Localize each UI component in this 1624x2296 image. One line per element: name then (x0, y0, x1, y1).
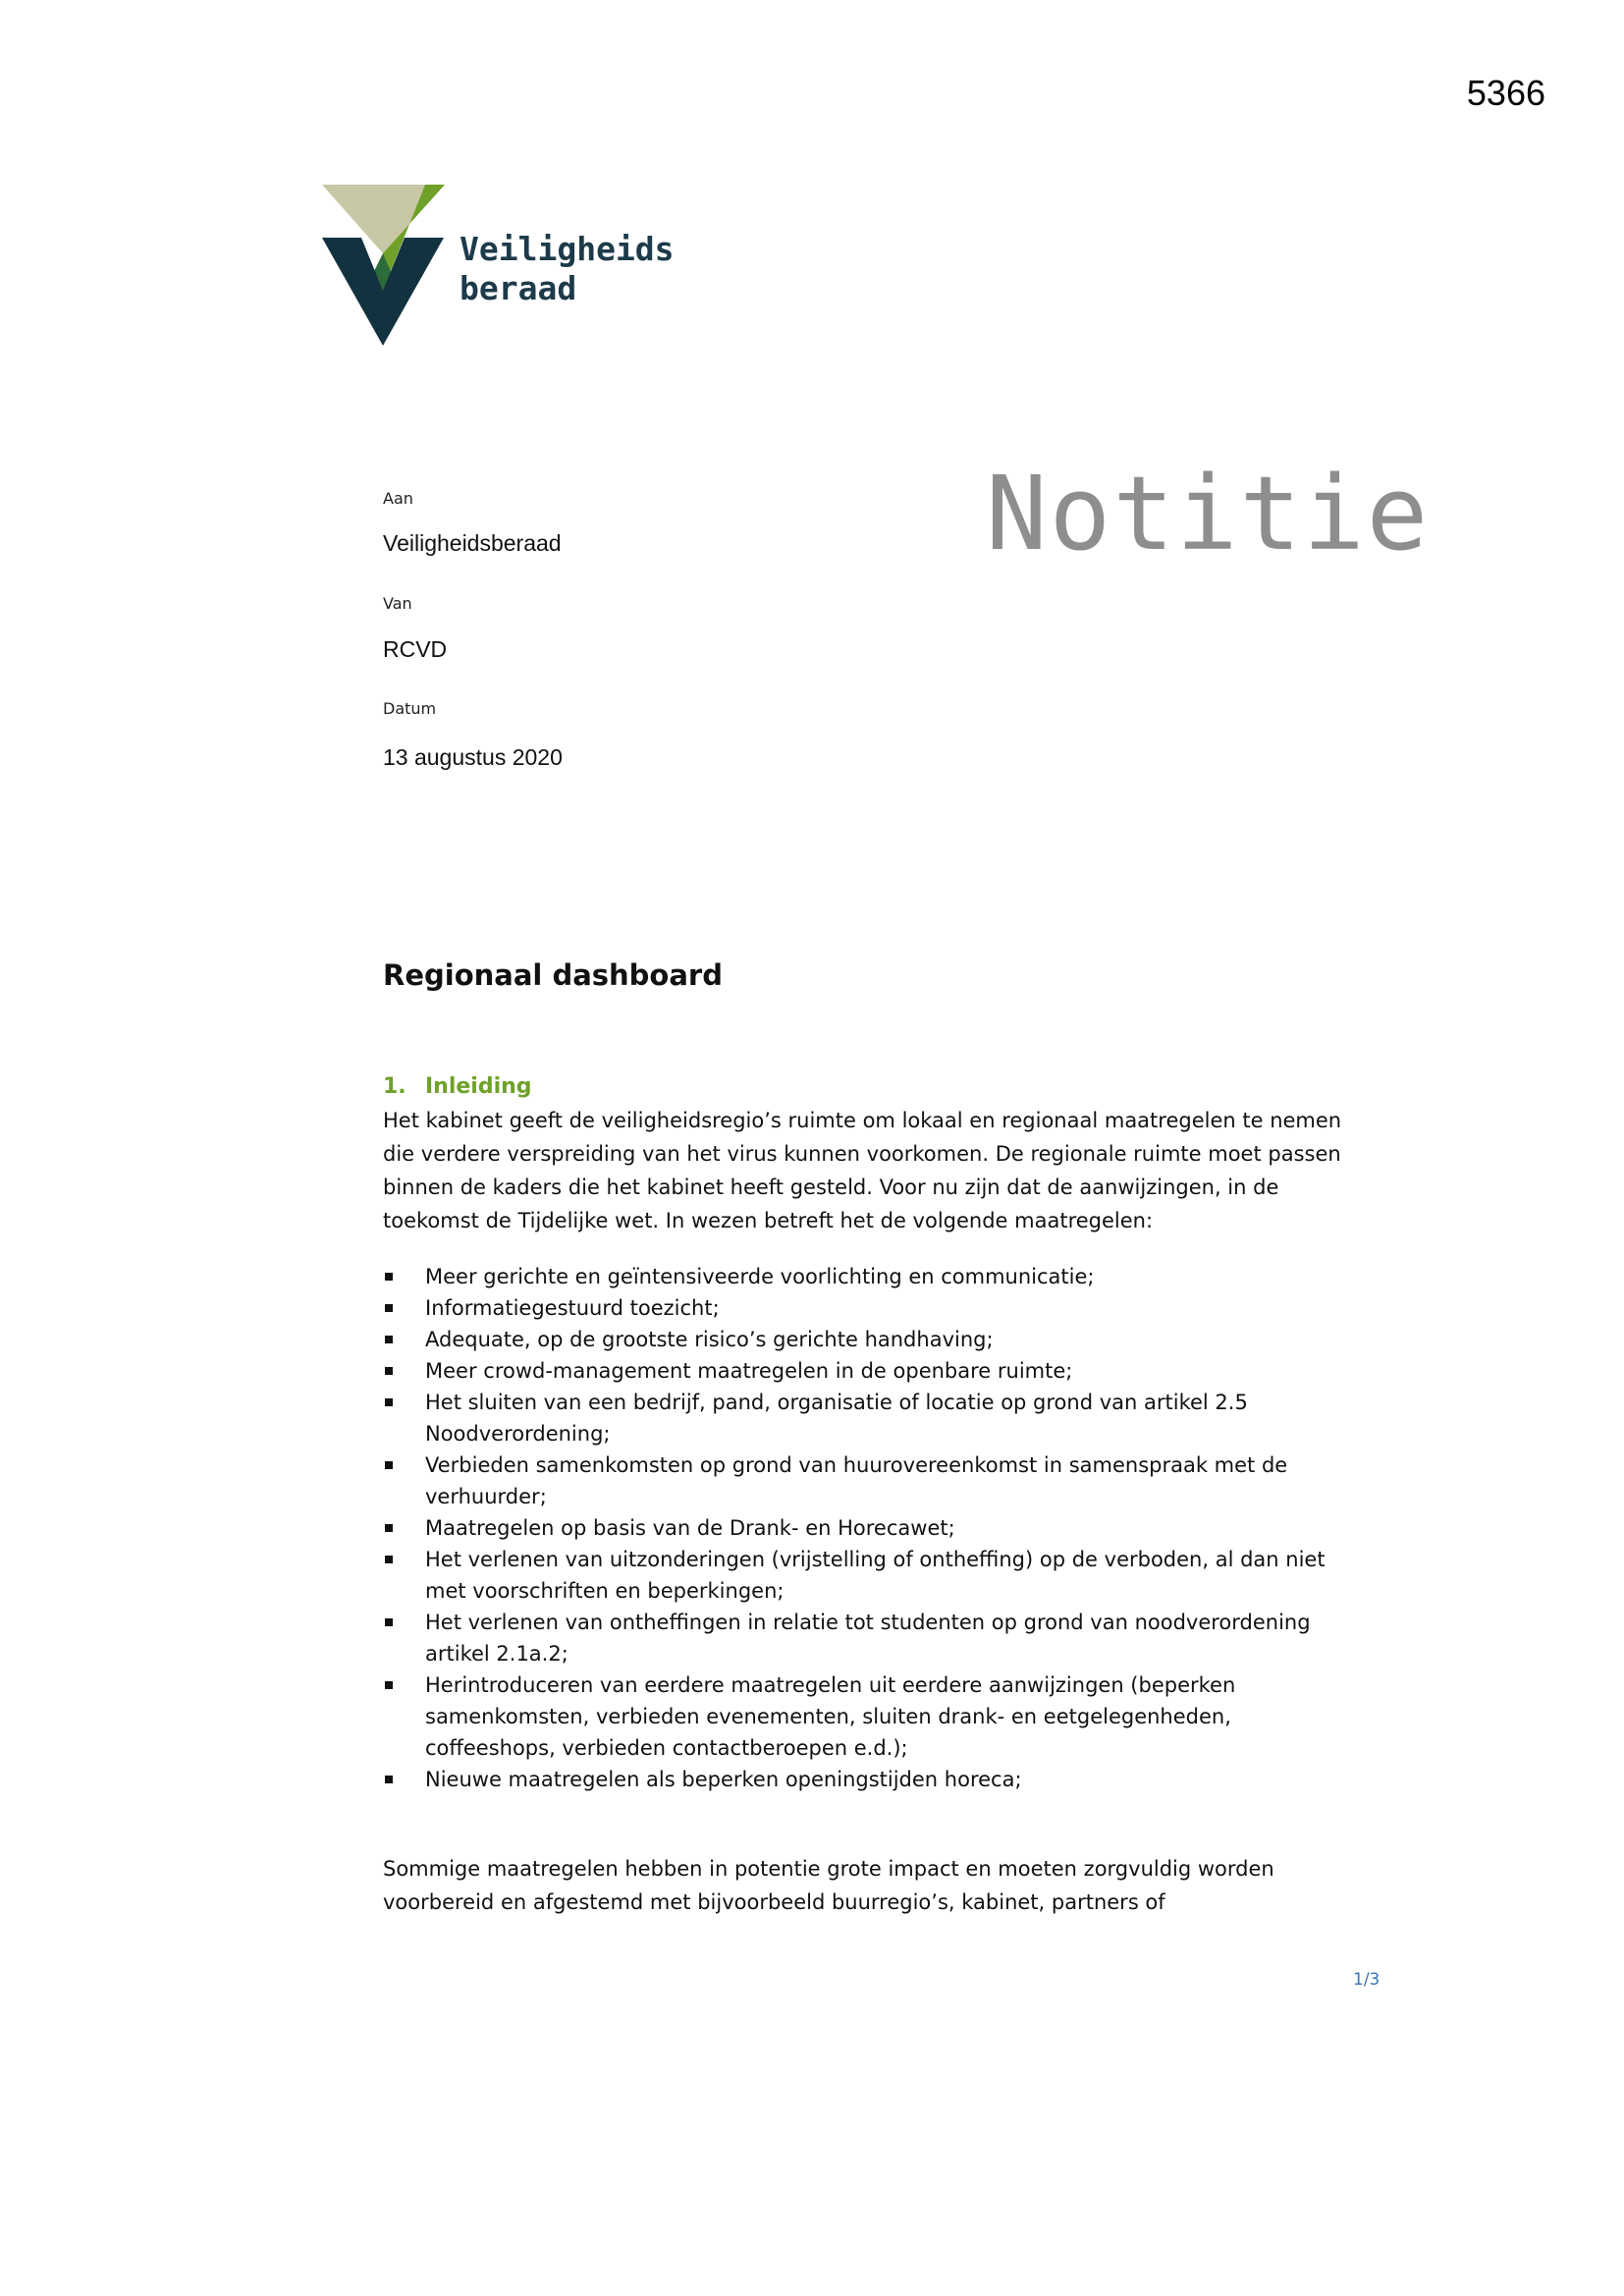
document-type: Notitie (986, 454, 1431, 574)
list-item: Meer gerichte en geïntensiveerde voorlichting en communicatie; (383, 1261, 1345, 1292)
list-item: Verbieden samenkomsten op grond van huurovereenkomst in samenspraak met de verhuurder; (383, 1449, 1345, 1512)
logo-line2: beraad (460, 269, 577, 307)
list-item: Nieuwe maatregelen als beperken openingstijden horeca; (383, 1764, 1345, 1795)
list-item: Het sluiten van een bedrijf, pand, organisatie of locatie op grond van artikel 2.5 Noodverordening; (383, 1387, 1345, 1449)
closing-paragraph: Sommige maatregelen hebben in potentie grote impact en moeten zorgvuldig worden voorbereid en afgestemd met bijvoorbeeld buurregio’s, kabinet, partners of (383, 1857, 1274, 1914)
list-item: Herintroduceren van eerdere maatregelen uit eerdere aanwijzingen (beperken samenkomsten, verbieden evenementen, sluiten drank- en eetgelegenheden, coffeeshops, verbieden contactberoepen e.d.); (383, 1669, 1345, 1764)
section-heading-text: Inleiding (425, 1074, 532, 1099)
list-item: Het verlenen van ontheffingen in relatie tot studenten op grond van noodverordening artikel 2.1a.2; (383, 1607, 1345, 1669)
logo-mark-icon (322, 185, 450, 348)
logo-wordmark (460, 230, 675, 308)
meta-aan-value: Veiligheidsberaad (383, 530, 562, 556)
meta-datum-value: 13 augustus 2020 (383, 744, 563, 770)
measures-list (383, 1261, 1345, 1795)
section-inleiding (383, 1070, 1345, 1919)
list-item: Adequate, op de grootste risico’s gerichte handhaving; (383, 1324, 1345, 1355)
list-item: Meer crowd-management maatregelen in de openbare ruimte; (383, 1355, 1345, 1387)
section-heading (383, 1070, 1345, 1104)
meta-van-label: Van (383, 594, 412, 613)
meta-van-value: RCVD (383, 636, 448, 662)
page-number-top: 5366 (1466, 73, 1545, 113)
list-item: Het verlenen van uitzonderingen (vrijstelling of ontheffing) op de verboden, al dan niet met voorschriften en beperkingen; (383, 1544, 1345, 1607)
meta-datum-label: Datum (383, 699, 437, 718)
intro-paragraph: Het kabinet geeft de veiligheidsregio’s ruimte om lokaal en regionaal maatregelen te nemen die verdere verspreiding van het virus kunnen voorkomen. De regionale ruimte moet passen binnen de kaders die het kabinet heeft gesteld. Voor nu zijn dat de aanwijzingen, in de toekomst de Tijdelijke wet. In wezen betreft het de volgende maatregelen: (383, 1109, 1342, 1232)
section-number: 1. (383, 1074, 406, 1099)
list-item: Informatiegestuurd toezicht; (383, 1292, 1345, 1324)
logo-line1: Veiligheids (460, 230, 675, 268)
veiligheidsberaad-logo (322, 185, 715, 352)
page-number-bottom: 1/3 (1353, 1970, 1380, 1990)
meta-aan-label: Aan (383, 489, 413, 508)
document-title: Regionaal dashboard (383, 958, 723, 992)
list-item: Maatregelen op basis van de Drank- en Horecawet; (383, 1512, 1345, 1544)
